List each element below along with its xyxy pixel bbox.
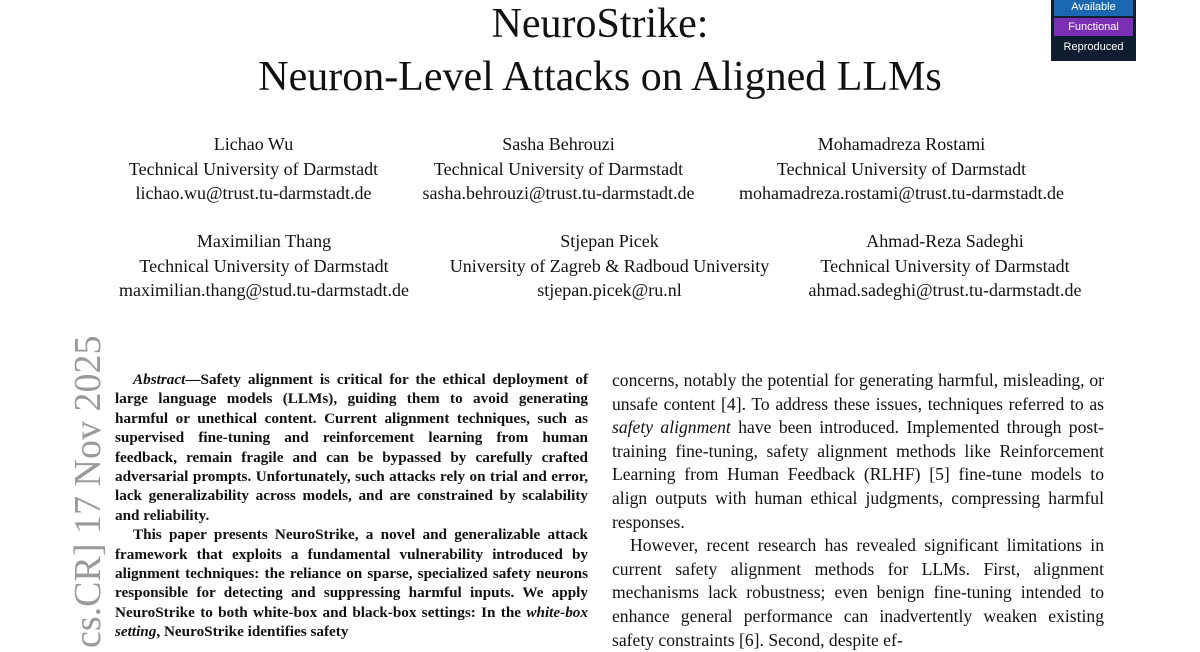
author-block bbox=[107, 229, 421, 303]
author-name: Mohamadreza Rostami bbox=[817, 134, 986, 154]
intro-paragraph-2: However, recent research has revealed significant limitations in current safety alignment methods for LLMs. First, alignment mechanisms lack robustness; even benign fine-tuning intended to enhance general performance can inadvertently weaken existing safety constraints [6]. Second, despite ef- bbox=[612, 535, 1104, 650]
badge-reproduced: Reproduced bbox=[1054, 38, 1133, 56]
abstract bbox=[115, 370, 588, 642]
intro-paragraph-1 bbox=[612, 369, 1104, 534]
paper-title-line-2: Neuron-Level Attacks on Aligned LLMs bbox=[258, 54, 942, 100]
abstract-emphasis: white-box setting bbox=[115, 603, 588, 641]
author-affiliation: Technical University of Darmstadt bbox=[820, 255, 1070, 276]
author-email: lichao.wu@trust.tu-darmstadt.de bbox=[135, 183, 372, 203]
intro-emphasis: safety alignment bbox=[612, 417, 731, 438]
badge-functional: Functional bbox=[1054, 18, 1133, 36]
intro-text: concerns, notably the potential for generating harmful, misleading, or unsafe content [4]. To address these issues, techniques referred to as bbox=[612, 370, 1104, 414]
arxiv-stamp: cs.CR] 17 Nov 2025 bbox=[67, 335, 109, 648]
author-block bbox=[797, 229, 1093, 303]
abstract-dash: — bbox=[185, 371, 201, 388]
author-email: maximilian.thang@stud.tu-darmstadt.de bbox=[118, 280, 410, 300]
abstract-text: , NeuroStrike identifies safety bbox=[156, 623, 349, 641]
author-name: Maximilian Thang bbox=[196, 231, 332, 251]
paper-title-line-1: NeuroStrike: bbox=[491, 1, 709, 47]
author-name: Ahmad-Reza Sadeghi bbox=[866, 231, 1024, 251]
artifact-badges bbox=[1051, 0, 1136, 61]
abstract-text: Safety alignment is critical for the ethical deployment of large language models (LLMs), guiding them to avoid generating harmful or unethical content. Current alignment techniques, such as supervised fine-tuning and reinforcement learning from human feedback, remain fragile and can be bypassed by carefully crafted adversarial prompts. Unfortunately, such attacks rely on trial and error, lack generalizability across models, and are constrained by scalability and reliability. bbox=[115, 371, 588, 524]
abstract-paragraph-1 bbox=[115, 370, 588, 525]
author-block bbox=[411, 132, 706, 206]
author-block bbox=[116, 132, 391, 206]
abstract-text: This paper presents NeuroStrike, a novel and generalizable attack framework that exploits a fundamental vulnerability introduced by alignment techniques: the reliance on sparse, specialized safety neurons responsible for detecting and suppressing harmful inputs. We apply NeuroStrike to both white-box and black-box settings: In the bbox=[115, 526, 588, 621]
abstract-label: Abstract bbox=[133, 371, 186, 388]
intro-text: have been introduced. Implemented through post-training fine-tuning, safety alignment methods like Reinforcement Learning from Human Feedback (RLHF) [5] fine-tune models to align outputs with human ethical judgments, compressing harmful responses. bbox=[612, 417, 1104, 532]
author-block bbox=[725, 132, 1078, 206]
author-affiliation: Technical University of Darmstadt bbox=[139, 255, 389, 276]
author-name: Lichao Wu bbox=[213, 134, 294, 154]
author-name: Stjepan Picek bbox=[560, 231, 659, 251]
author-email: ahmad.sadeghi@trust.tu-darmstadt.de bbox=[808, 280, 1082, 300]
author-email: stjepan.picek@ru.nl bbox=[537, 280, 682, 300]
author-name: Sasha Behrouzi bbox=[502, 134, 615, 154]
author-affiliation: Technical University of Darmstadt bbox=[128, 158, 379, 179]
badge-available: Available bbox=[1054, 0, 1133, 16]
author-affiliation: Technical University of Darmstadt bbox=[776, 158, 1027, 179]
abstract-paragraph-2 bbox=[115, 525, 588, 641]
author-affiliation: University of Zagreb & Radboud University bbox=[449, 255, 770, 276]
introduction-text bbox=[612, 369, 1104, 652]
author-block bbox=[432, 229, 787, 303]
author-affiliation: Technical University of Darmstadt bbox=[433, 158, 684, 179]
author-email: sasha.behrouzi@trust.tu-darmstadt.de bbox=[422, 183, 695, 203]
author-email: mohamadreza.rostami@trust.tu-darmstadt.de bbox=[739, 183, 1064, 203]
